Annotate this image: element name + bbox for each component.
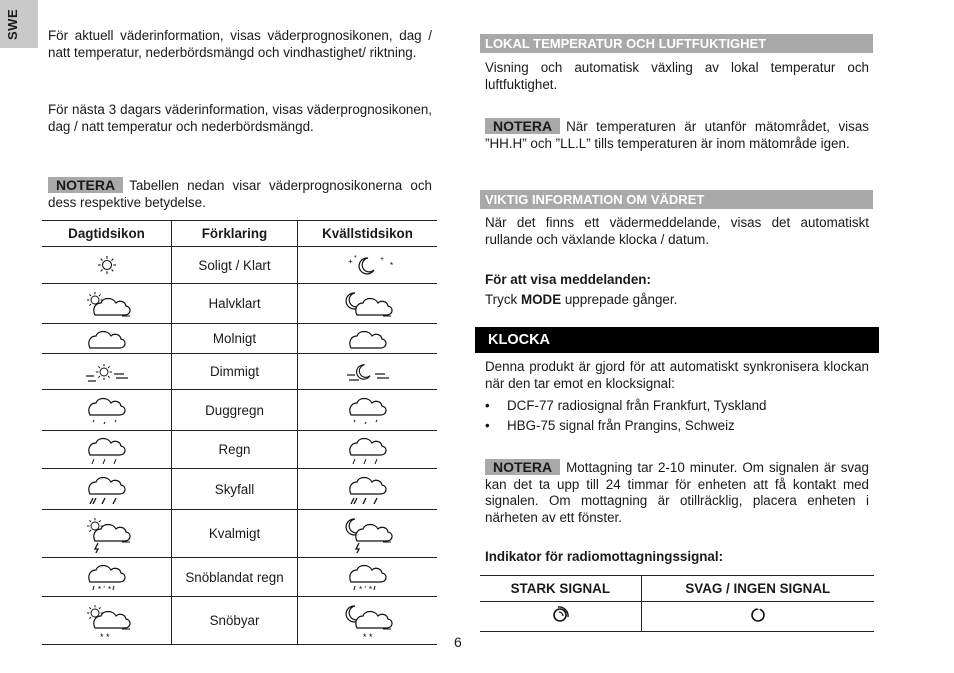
cloud-rain-icon: [298, 431, 438, 469]
moon-fog-icon: [298, 354, 438, 390]
note-text: Mottagning tar 2-10 minuter. Om signalen är svag kan det ta upp till 24 timmar för enheten att få kontakt med signalen. Om mottagning är otillräcklig, placera enheten i närheten av ett fönster.: [485, 460, 869, 525]
cloud-sleet-icon: [298, 558, 438, 597]
language-tab-label: SWE: [5, 8, 20, 40]
forecast-label: Regn: [172, 431, 298, 469]
table-row: [42, 284, 437, 324]
note-badge: NOTERA: [48, 177, 123, 193]
table-row: [42, 354, 437, 390]
column-header-strong: STARK SIGNAL: [480, 576, 641, 602]
forecast-label: Molnigt: [172, 324, 298, 354]
strong-signal-icon: [480, 602, 641, 632]
weak-signal-icon: [641, 602, 874, 632]
section-header-temperature: LOKAL TEMPERATUR OCH LUFTFUKTIGHET: [480, 34, 873, 53]
list-item: • DCF-77 radiosignal från Frankfurt, Tyskland: [485, 396, 767, 416]
note-badge: NOTERA: [485, 118, 560, 134]
mode-instruction: Tryck MODE upprepade gånger.: [485, 292, 678, 307]
signal-table: [480, 575, 874, 632]
column-header-description: Förklaring: [172, 221, 298, 247]
table-row: [42, 558, 437, 597]
clock-note: [485, 459, 869, 526]
note-badge: NOTERA: [485, 459, 560, 475]
table-row: [42, 390, 437, 431]
weather-info-paragraph: När det finns ett vädermeddelande, visas det automatiskt rullande och växlande klocka / datum.: [485, 215, 869, 247]
column-header-night: Kvällstidsikon: [298, 221, 438, 247]
mode-key: MODE: [520, 292, 562, 307]
forecast-label: Snöbyar: [172, 597, 298, 645]
list-item: • HBG-75 signal från Prangins, Schweiz: [485, 416, 767, 436]
svg-text:+: +: [379, 256, 384, 263]
sun-cloud-lightning-icon: [42, 510, 172, 558]
cloud-sleet-icon: [42, 558, 172, 597]
note-text: När temperaturen är utanför mätområdet, visas ”HH.H” och ”LL.L” tills temperaturen är inom mätområde igen.: [485, 119, 869, 151]
table-row: [42, 597, 437, 645]
table-row: [42, 510, 437, 558]
note-text: Tabellen nedan visar väderprognosikonerna och dess respektive betydelse.: [48, 178, 432, 210]
forecast-note: [48, 177, 432, 211]
svg-text:* ': * ': [358, 585, 366, 592]
table-row: [480, 602, 874, 632]
table-header-row: [42, 221, 437, 247]
forecast-icon-table: [42, 220, 437, 645]
forecast-label: Soligt / Klart: [172, 247, 298, 284]
svg-text:* *: * *: [362, 631, 373, 640]
section-header-clock: KLOCKA: [475, 327, 879, 353]
sun-cloud-snow-icon: [42, 597, 172, 645]
page-number: 6: [454, 634, 462, 650]
temperature-note: [485, 118, 869, 152]
svg-text:*: *: [368, 585, 372, 592]
moon-cloud-snow-icon: [298, 597, 438, 645]
section-header-weather-info: VIKTIG INFORMATION OM VÄDRET: [480, 190, 873, 209]
temperature-paragraph: Visning och automatisk växling av lokal temperatur och luftfuktighet.: [485, 60, 869, 92]
table-row: [42, 247, 437, 284]
forecast-label: Snöblandat regn: [172, 558, 298, 597]
column-header-day: Dagtidsikon: [42, 221, 172, 247]
svg-text:* ': * ': [97, 585, 105, 592]
svg-text:+: +: [347, 257, 353, 266]
signal-source-list: [485, 396, 767, 436]
table-row: [42, 469, 437, 510]
cloud-heavy-rain-icon: [42, 469, 172, 510]
svg-text:*: *: [353, 255, 357, 262]
table-row: [42, 431, 437, 469]
table-header-row: [480, 576, 874, 602]
forecast-label: Kvalmigt: [172, 510, 298, 558]
moon-cloud-lightning-icon: [298, 510, 438, 558]
language-tab: [0, 0, 38, 48]
forecast-label: Skyfall: [172, 469, 298, 510]
column-header-weak: SVAG / INGEN SIGNAL: [641, 576, 874, 602]
moon-stars-icon: [298, 247, 438, 284]
cloud-icon: [42, 324, 172, 354]
clock-paragraph: Denna produkt är gjord för att automatiskt synkronisera klockan när den tar emot en klocksignal:: [485, 359, 869, 391]
moon-cloud-icon: [298, 284, 438, 324]
messages-subheading: För att visa meddelanden:: [485, 272, 651, 287]
svg-text:* *: * *: [99, 631, 110, 640]
cloud-drizzle-icon: [42, 390, 172, 431]
intro-paragraph-3day: För nästa 3 dagars väderinformation, visas väderprognosikonen, dag / natt temperatur och nederbördsmängd.: [48, 102, 432, 134]
cloud-drizzle-icon: [298, 390, 438, 431]
table-row: [42, 324, 437, 354]
sun-cloud-icon: [42, 284, 172, 324]
svg-text:*: *: [107, 585, 111, 592]
sun-fog-icon: [42, 354, 172, 390]
intro-paragraph-current: För aktuell väderinformation, visas väderprognosikonen, dag / natt temperatur, nederbördsmängd och vindhastighet/ riktning.: [48, 28, 432, 60]
forecast-label: Dimmigt: [172, 354, 298, 390]
forecast-label: Halvklart: [172, 284, 298, 324]
signal-subheading: Indikator för radiomottagningssignal:: [485, 549, 724, 564]
svg-text:*: *: [389, 261, 393, 270]
cloud-rain-icon: [42, 431, 172, 469]
cloud-icon: [298, 324, 438, 354]
sun-icon: [42, 247, 172, 284]
forecast-label: Duggregn: [172, 390, 298, 431]
cloud-heavy-rain-icon: [298, 469, 438, 510]
